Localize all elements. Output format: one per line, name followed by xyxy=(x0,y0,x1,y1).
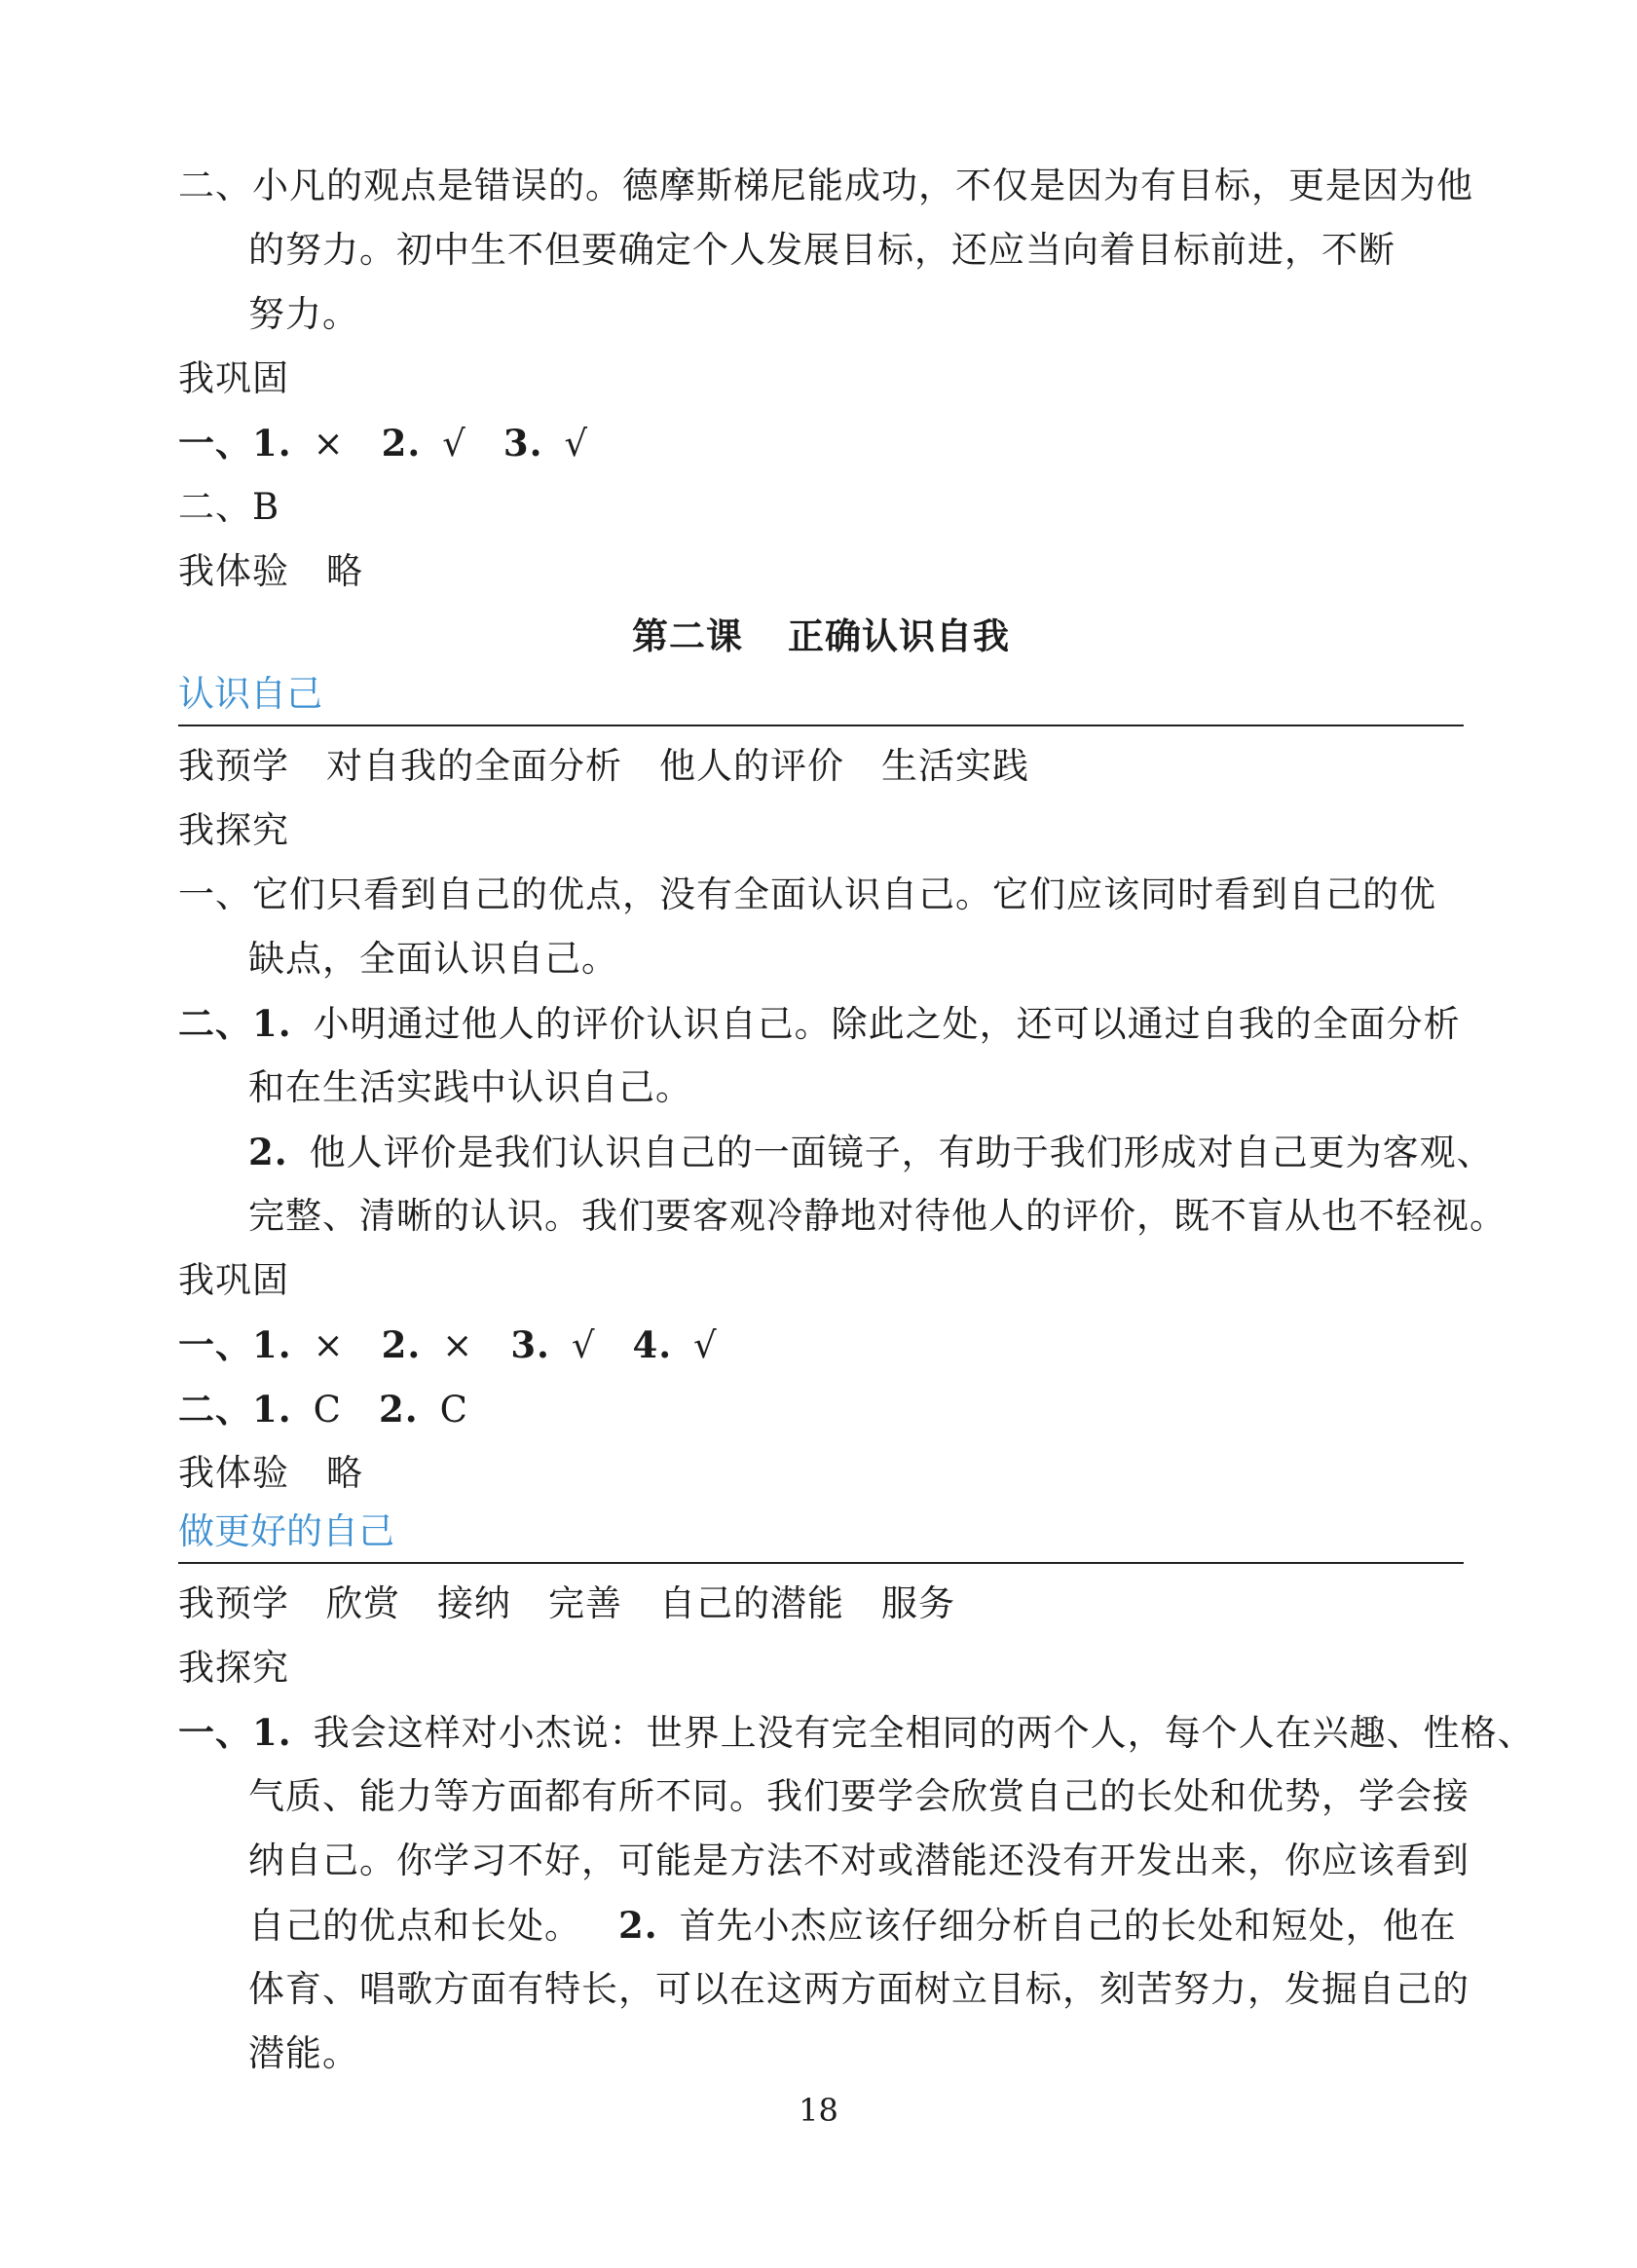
item-number: 1. xyxy=(252,1388,292,1431)
item-number: 1. xyxy=(252,1002,292,1045)
preview-row xyxy=(178,1572,1464,1636)
explore-label: 我探究 xyxy=(178,809,289,851)
experience-row xyxy=(178,539,1464,604)
item-number: 2. xyxy=(248,1131,288,1173)
preview-label: 我预学 xyxy=(178,745,289,787)
answer-q2-line: 努力。 xyxy=(248,293,359,335)
lesson-name: 正确认识自我 xyxy=(788,614,1010,657)
item-prefix: 一、 xyxy=(178,422,252,465)
item-number: 2. xyxy=(618,1904,658,1947)
item-number: 1. xyxy=(252,1711,292,1754)
item-prefix: 一、 xyxy=(178,1711,252,1754)
experience-value: 略 xyxy=(326,550,363,592)
consolidate-label: 我巩固 xyxy=(178,1259,289,1301)
lesson-number: 第二课 xyxy=(632,614,743,657)
item-number: 2. xyxy=(381,1323,422,1366)
explore-answer-line: 完整、清晰的认识。我们要客观冷静地对待他人的评价，既不盲从也不轻视。 xyxy=(248,1195,1507,1237)
item-number: 3. xyxy=(510,1323,550,1366)
preview-item: 完善 xyxy=(548,1582,622,1624)
experience-row xyxy=(178,1441,1464,1506)
item-number: 3. xyxy=(502,422,543,465)
preview-item: 服务 xyxy=(881,1582,955,1624)
lesson-title xyxy=(178,604,1464,668)
experience-label: 我体验 xyxy=(178,1452,289,1494)
explore-answer-line xyxy=(178,1893,1464,1957)
explore-answer-line: 气质、能力等方面都有所不同。我们要学会欣赏自己的长处和优势，学会接 xyxy=(248,1775,1470,1817)
item-answer: C xyxy=(313,1389,342,1431)
explore-answer-line xyxy=(178,991,1464,1056)
item-number: 2. xyxy=(381,422,422,465)
answer-q2-line: 的努力。初中生不但要确定个人发展目标，还应当向着目标前进，不断 xyxy=(248,229,1395,271)
experience-value: 略 xyxy=(326,1452,363,1494)
preview-item: 生活实践 xyxy=(881,745,1029,787)
item-answer: √ xyxy=(442,423,466,465)
answer-text: 我会这样对小杰说：世界上没有完全相同的两个人，每个人在兴趣、性格、 xyxy=(313,1712,1535,1754)
page-content xyxy=(178,154,1535,2086)
consolidate-answers-1 xyxy=(178,1313,1464,1377)
item-answer: × xyxy=(313,1324,345,1366)
answer-text: 他人评价是我们认识自己的一面镜子，有助于我们形成对自己更为客观、 xyxy=(309,1132,1494,1173)
item-number: 4. xyxy=(632,1323,673,1366)
answer-q2-line: 二、小凡的观点是错误的。德摩斯梯尼能成功，不仅是因为有目标，更是因为他 xyxy=(178,165,1473,206)
item-number: 1. xyxy=(252,422,292,465)
item-answer: × xyxy=(442,1324,474,1366)
item-answer: √ xyxy=(693,1324,718,1366)
item-prefix: 二、 xyxy=(178,1002,252,1045)
answer-text: 首先小杰应该仔细分析自己的长处和短处，他在 xyxy=(679,1905,1457,1947)
page-number: 18 xyxy=(799,2092,838,2129)
preview-row xyxy=(178,734,1464,799)
preview-item: 他人的评价 xyxy=(659,745,844,787)
explore-answer-line: 缺点，全面认识自己。 xyxy=(248,938,618,980)
section-heading: 做更好的自己 xyxy=(178,1506,1464,1564)
item-number: 2. xyxy=(378,1388,419,1431)
item-prefix: 一、 xyxy=(178,1323,252,1366)
item-answer: √ xyxy=(571,1324,596,1366)
explore-answer-line: 潜能。 xyxy=(248,2032,359,2074)
section-heading: 认识自己 xyxy=(178,668,1464,726)
consolidate-label: 我巩固 xyxy=(178,357,289,399)
preview-item: 对自我的全面分析 xyxy=(326,745,622,787)
preview-item: 欣赏 xyxy=(326,1582,400,1624)
item-answer: C xyxy=(439,1389,468,1431)
explore-answer-line: 纳自己。你学习不好，可能是方法不对或潜能还没有开发出来，你应该看到 xyxy=(248,1840,1470,1881)
explore-answer-line: 一、它们只看到自己的优点，没有全面认识自己。它们应该同时看到自己的优 xyxy=(178,874,1436,915)
consolidate-answers-2: 二、B xyxy=(178,486,280,528)
item-answer: √ xyxy=(564,423,589,465)
consolidate-answers-1 xyxy=(178,411,1464,475)
explore-answer-line: 和在生活实践中认识自己。 xyxy=(248,1066,692,1108)
item-answer: × xyxy=(313,423,345,465)
explore-answer-line xyxy=(178,1120,1494,1184)
experience-label: 我体验 xyxy=(178,550,289,592)
explore-label: 我探究 xyxy=(178,1647,289,1689)
explore-answer-line: 体育、唱歌方面有特长，可以在这两方面树立目标，刻苦努力，发掘自己的 xyxy=(248,1968,1470,2010)
item-prefix: 二、 xyxy=(178,1388,252,1431)
preview-label: 我预学 xyxy=(178,1582,289,1624)
consolidate-answers-2 xyxy=(178,1377,1464,1441)
item-number: 1. xyxy=(252,1323,292,1366)
explore-answer-line xyxy=(178,1700,1535,1765)
preview-item: 自己的潜能 xyxy=(659,1582,844,1624)
answer-text: 小明通过他人的评价认识自己。除此之处，还可以通过自我的全面分析 xyxy=(313,1003,1461,1045)
preview-item: 接纳 xyxy=(437,1582,511,1624)
answer-text: 自己的优点和长处。 xyxy=(248,1905,581,1947)
